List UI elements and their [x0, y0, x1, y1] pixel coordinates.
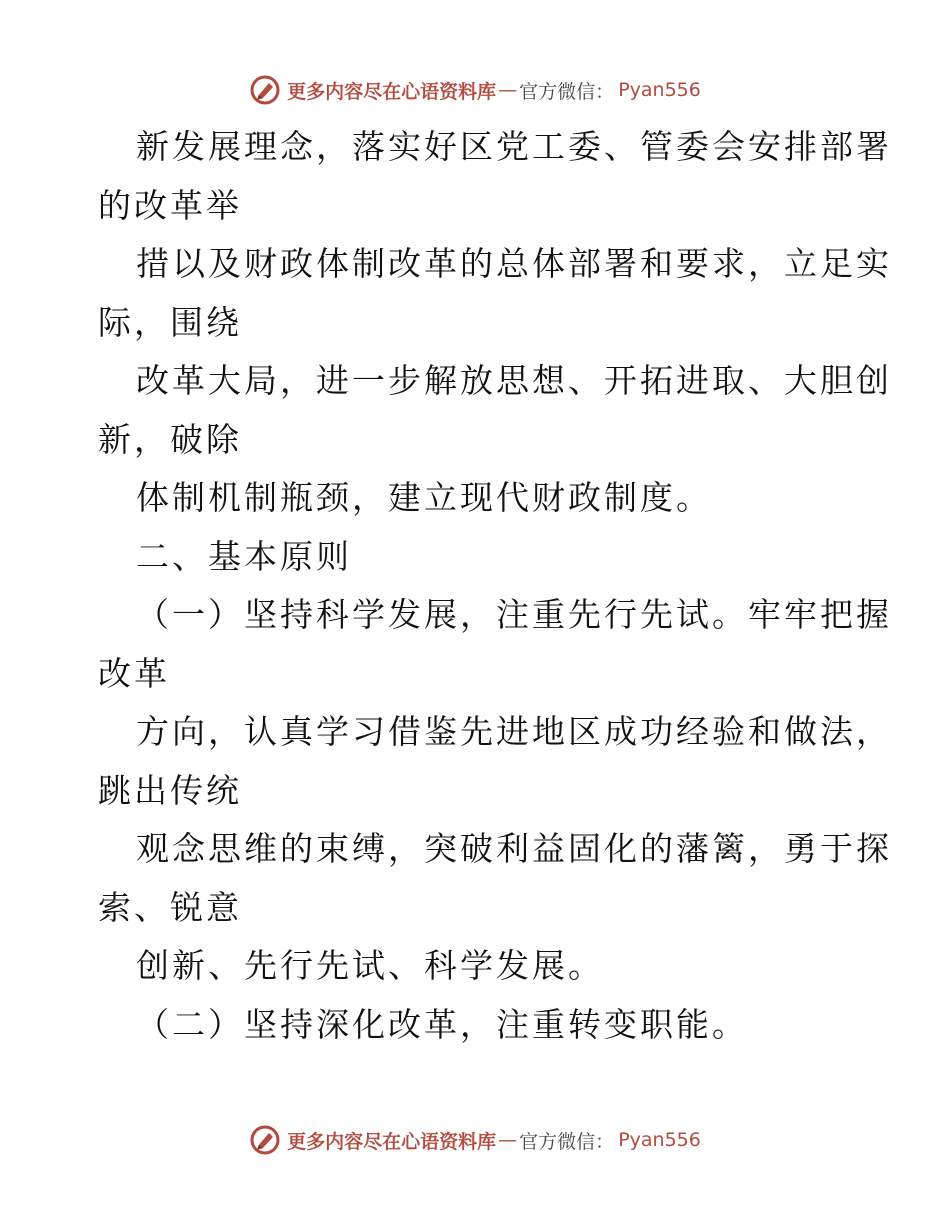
text-line: （一）坚持科学发展，注重先行先试。牢牢把握 — [136, 595, 892, 634]
text-line: 的改革举 — [98, 185, 242, 225]
watermark-main-text: 更多内容尽在心语资料库 — [287, 80, 497, 103]
pen-logo-icon — [249, 1124, 281, 1156]
text-line: （二）坚持深化改革，注重转变职能。 — [136, 1004, 748, 1044]
text-line: 索、锐意 — [98, 887, 242, 927]
text-line: 新发展理念，落实好区党工委、管委会安排部署 — [136, 127, 892, 166]
watermark-wechat-label: 官方微信： — [519, 1130, 615, 1153]
text-line: 措以及财政体制改革的总体部署和要求，立足实 — [136, 244, 892, 283]
text-line: 际，围绕 — [98, 302, 242, 342]
section-heading: 二、基本原则 — [136, 536, 352, 576]
document-body — [98, 118, 892, 1054]
watermark-dash: — — [498, 1129, 518, 1151]
watermark-wechat-id: Pyan556 — [618, 79, 701, 101]
text-line: 改革 — [98, 653, 170, 693]
footer-watermark — [0, 1120, 950, 1160]
pen-logo-icon — [249, 74, 281, 106]
text-line: 跳出传统 — [98, 770, 242, 810]
watermark-dash: — — [498, 79, 518, 101]
text-line: 体制机制瓶颈，建立现代财政制度。 — [136, 478, 712, 517]
text-line: 新，破除 — [98, 419, 242, 459]
text-line: 方向，认真学习借鉴先进地区成功经验和做法， — [136, 712, 892, 751]
text-line: 创新、先行先试、科学发展。 — [136, 946, 604, 985]
text-line: 观念思维的束缚，突破利益固化的藩篱，勇于探 — [136, 829, 892, 868]
watermark-wechat-label: 官方微信： — [519, 80, 615, 103]
watermark-wechat-id: Pyan556 — [618, 1129, 701, 1151]
header-watermark — [0, 70, 950, 110]
text-line: 改革大局，进一步解放思想、开拓进取、大胆创 — [136, 361, 892, 400]
watermark-main-text: 更多内容尽在心语资料库 — [287, 1130, 497, 1153]
